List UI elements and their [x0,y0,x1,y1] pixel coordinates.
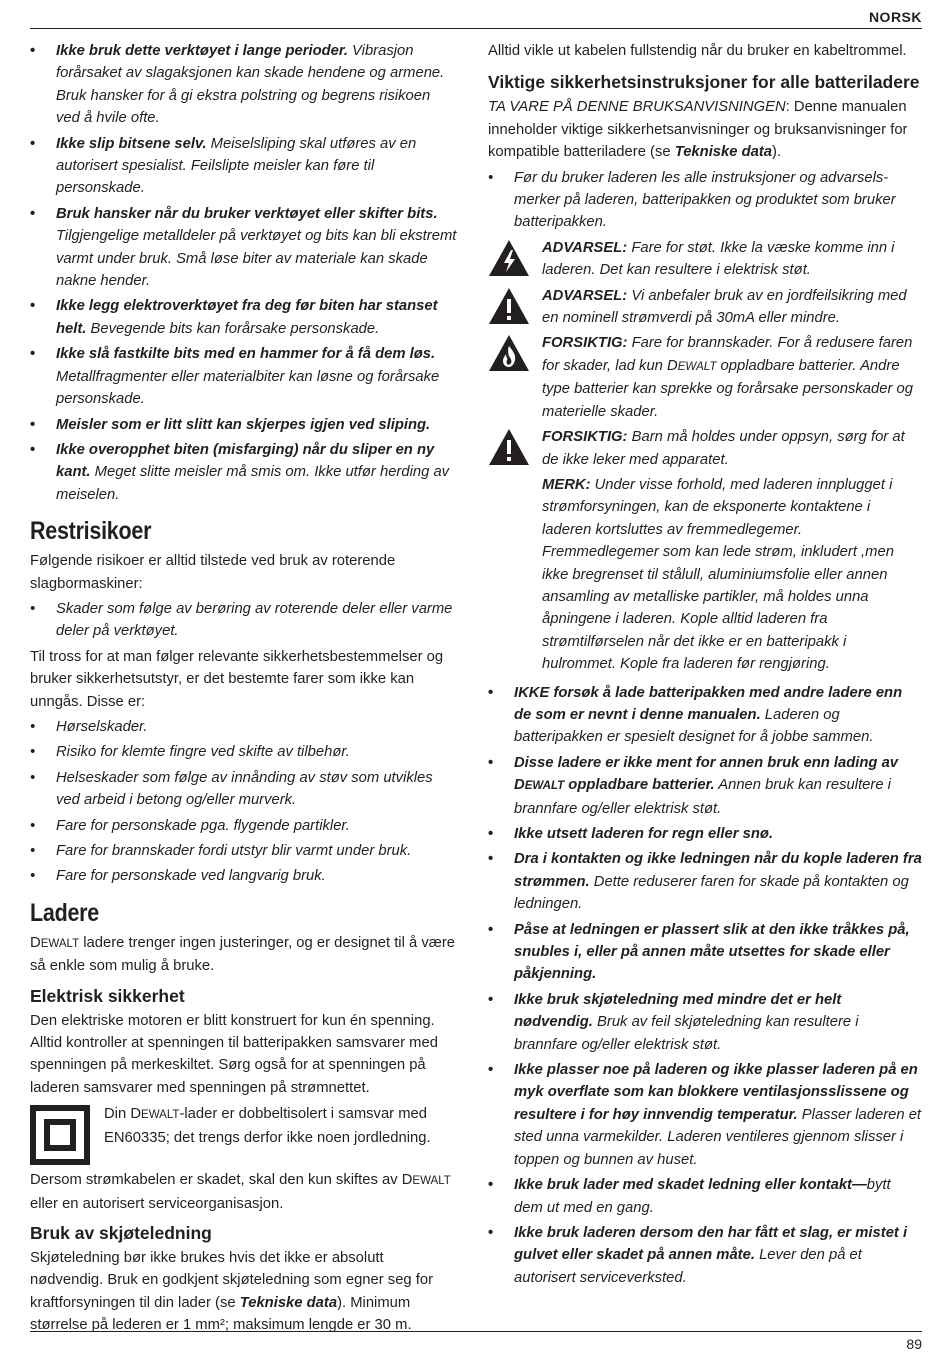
restrisikoer-para: Til tross for at man følger relevante sikkerhetsbestemmelser og bruker sikkerhetsutstyr, er det bestemte farer som ikke kan unngås. Disse er: [30,648,444,710]
language-label: NORSK [868,9,922,25]
list-item: • Ikke bruk skjøteledning med mindre det er helt nødvendig. Bruk av feil skjøteledning kan resultere i brannfare og/eller elektrisk støt. [488,989,922,1056]
charger-bullet-list [488,682,922,1290]
warning-text: ADVARSEL: Fare for støt. Ikke la væske komme inn i laderen. Det kan resultere i elektrisk støt. [542,239,895,279]
exclamation-caution-icon [488,426,530,466]
list-item: • Skader som følge av berøring av roterende deler eller varme deler på verktøyet. [30,598,458,643]
list-item: • Fare for personskade pga. flygende partikler. [30,815,458,837]
elektrisk-heading: Elektrisk sikkerhet [30,985,185,1006]
page-number: 89 [906,1336,922,1352]
double-insulation-row [30,1103,458,1165]
note-text: MERK: Under visse forhold, med laderen innplugget i strømforsyningen, kan de eksponerte kontaktene i laderen kortsluttes av fremmedlegemer. Fremmedlegemer som kan lede strøm, inkludert ,men ikke bregrenset til stålull, aluminiumsfolie eller annen ansamling av metalliske partikler, må holdes unna åpningene i laderen. Kople alltid laderen fra strømtilførselen når det ikke er en batteripakk i hulrommet. Kople fra laderen før rengjøring. [542,476,894,673]
list-item: • Ikke plasser noe på laderen og ikke plasser laderen på en myk overflate som kan blokkere ventilasjonsslissene og resultere i for høy innvendig temperatur. Plasser laderen et sted unna varmekilder. Laderen ventileres gjennom slisser i toppen og bunnen av huset. [488,1059,922,1171]
list-item: • Påse at ledningen er plassert slik at den ikke tråkkes på, snubles i, eller på annen måte utsettes for skade eller påkjenning. [488,919,922,986]
left-column [30,40,458,1340]
list-item: • Bruk hansker når du bruker verktøyet eller skifter bits. Tilgjengelige metalldeler på verktøyet og bits kan bli ekstremt varmt under bruk. Små løse biter av materiale kan skade nakne hender. [30,203,458,293]
skjoteledning-text: Skjøteledning bør ikke brukes hvis det ikke er absolutt nødvendig. Bruk en godkjent skjøteledning som egner seg for kraftforsyningen til din lader (se Tekniske data). Minimum størrelse på lederen er 1 mm²; maksimum lengde er 30 m. [30,1250,434,1334]
restrisikoer-list-2 [30,716,458,888]
warning-text: ADVARSEL: Vi anbefaler bruk av en jordfeilsikring med en nominell strømverdi på 30mA eller mindre. [542,287,907,327]
list-item: • Ikke bruk laderen dersom den har fått et slag, er mistet i gulvet eller skadet på annen måte. Lever den på et autorisert serviceverksted. [488,1222,922,1289]
list-item: • Hørselskader. [30,716,458,738]
list-item: • Ikke bruk dette verktøyet i lange perioder. Vibrasjon forårsaket av slagaksjonen kan skade hendene og armene. Bruk hansker for å gi ekstra polstring og begrens risikoen ved å hvile ofte. [30,40,458,130]
warning-text: FORSIKTIG: Barn må holdes under oppsyn, sørg for at de ikke leker med apparatet. [542,429,905,468]
exclamation-warning-icon [488,285,530,325]
restrisikoer-heading: Restrisikoer [30,517,152,546]
list-item: • Fare for personskade ved langvarig bruk. [30,865,458,887]
restrisikoer-list-1 [30,598,458,643]
list-item: • IKKE forsøk å lade batteripakken med andre ladere enn de som er nevnt i denne manualen. Laderen og batteripakken er spesielt designet for å jobbe sammen. [488,682,922,749]
skjoteledning-heading: Bruk av skjøteledning [30,1223,212,1244]
keep-manual-text: TA VARE PÅ DENNE BRUKSANVISNINGEN: Denne manualen inneholder viktige sikkerhetsanvisninger og bruksanvisninger for kompatible batteriladere (se Tekniske data). [488,99,908,161]
ladere-heading: Ladere [30,898,99,927]
right-column [488,40,922,1292]
list-item: • Ikke slå fastkilte bits med en hammer for å få dem løs. Metallfragmenter eller materialbiter kan løsne og forårsake personskade. [30,343,458,410]
shock-warning-icon [488,237,530,277]
list-item: • Risiko for klemte fingre ved skifte av tilbehør. [30,741,458,763]
cable-reel-text: Alltid vikle ut kabelen fullstendig når du bruker en kabeltrommel. [488,43,907,59]
elektrisk-text: Den elektriske motoren er blitt konstruert for kun én spenning. Alltid kontroller at spenningen til batteripakken samsvarer med spenningen på merkeskiltet. Sørg også for at spenningen på laderen samsvarer med spenningen på strømnettet. [30,1012,438,1096]
list-item: • Helseskader som følge av innånding av støv som utvikles ved arbeid i betong og/eller murverk. [30,767,458,812]
intro-bullet-list [30,40,458,506]
charger-safety-heading: Viktige sikkerhetsinstruksjoner for alle batteriladere [488,72,920,93]
caution-fire [488,332,922,423]
warning-rcd [488,285,922,330]
list-item: • Ikke bruk lader med skadet ledning eller kontakt—bytt dem ut med en gang. [488,1174,922,1219]
list-item: • Fare for brannskader fordi utstyr blir varmt under bruk. [30,840,458,862]
list-item: • Dra i kontakten og ikke ledningen når du kople laderen fra strømmen. Dette reduserer faren for skade på kontakten og ledningen. [488,848,922,915]
double-insulation-icon [30,1105,90,1165]
list-item: • Før du bruker laderen les alle instruksjoner og advarsels-merker på laderen, batteripakken og produktet som bruker batteripakken. [488,167,922,234]
list-item: • Ikke overopphet biten (misfarging) når du sliper en ny kant. Meget slitte meisler må smis om. Ikke utfør herding av meiselen. [30,439,458,506]
warning-shock [488,237,922,282]
cable-damage-text: Dersom strømkabelen er skadet, skal den kun skiftes av DEWALT eller en autorisert serviceorganisasjon. [30,1172,451,1212]
double-insulation-text: Din DEWALT-lader er dobbeltisolert i samsvar med EN60335; det trengs derfor ikke noen jordledning. [104,1106,431,1146]
list-item: • Meisler som er litt slitt kan skjerpes igjen ved sliping. [30,414,458,436]
list-item: • Ikke utsett laderen for regn eller snø. [488,823,922,845]
header-rule [30,28,922,29]
restrisikoer-intro: Følgende risikoer er alltid tilstede ved bruk av roterende slagbormaskiner: [30,553,396,592]
ladere-text: DEWALT ladere trenger ingen justeringer, og er designet til å være så enkle som mulig å bruke. [30,934,456,975]
list-item: • Disse ladere er ikke ment for annen bruk enn lading av DEWALT oppladbare batterier. Annen bruk kan resultere i brannfare og/eller elektrisk støt. [488,752,922,820]
warning-text: FORSIKTIG: Fare for brannskader. For å redusere faren for skader, lad kun DEWALT oppladbare batterier. Andre type batterier kan sprekke og forårsake personskader og materielle skader. [542,335,913,420]
list-item: • Ikke slip bitsene selv. Meiselsliping skal utføres av en autorisert spesialist. Feilslipte meisler kan føre til personskade. [30,133,458,200]
fire-warning-icon [488,332,530,372]
caution-children [488,426,922,471]
list-item: • Ikke legg elektroverktøyet fra deg før biten har stanset helt. Bevegende bits kan forårsake personskade. [30,295,458,340]
read-instructions-list [488,167,922,234]
footer-rule [30,1331,922,1332]
